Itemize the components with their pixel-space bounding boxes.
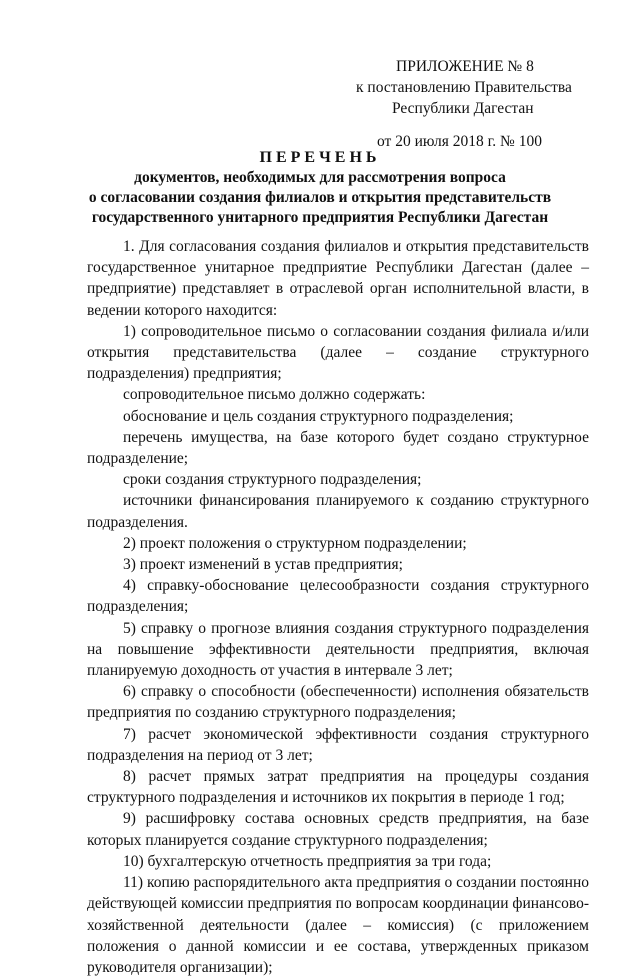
paragraph: 7) расчет экономической эффективности создания структурного подразделения на период от 3 лет; [87, 725, 589, 764]
document-heading [0, 148, 640, 228]
paragraph: перечень имущества, на базе которого будет создано структурное подразделение; [87, 428, 589, 468]
paragraph: 1. Для согласования создания филиалов и открытия представительств государственное унитарное предприятие Республики Дагестан (далее – предприятие) представляет в отраслевой орган исполнительной власти, в ведении которого находится: [87, 238, 589, 319]
paragraph: сопроводительное письмо должно содержать: [123, 386, 426, 404]
appendix-date: от 20 июля 2018 г. № 100 [377, 133, 542, 150]
paragraph: источники финансирования планируемого к созданию структурного подразделения. [87, 492, 589, 531]
paragraph: 2) проект положения о структурном подразделении; [123, 534, 467, 552]
paragraph: 10) бухгалтерскую отчетность предприятия за три года; [123, 852, 492, 870]
paragraph: 11) копию распорядительного акта предприятия о создании постоянно действующей комиссии предприятия по вопросам координации финансово-хозяйственной деятельности (далее – комиссия) (с приложением положения о данной комиссии и ее состава, утвержденных приказом руководителя организации); [87, 874, 589, 976]
appendix-block [352, 56, 612, 152]
paragraph: 4) справку-обоснование целесообразности создания структурного подразделения; [87, 577, 589, 616]
heading-line-1: документов, необходимых для рассмотрения вопроса [134, 169, 506, 186]
paragraph: 1) сопроводительное письмо о согласовании создания филиала и/или открытия представительства (далее – создание структурного подразделения) предприятия; [87, 322, 589, 383]
appendix-line-1: к постановлению Правительства [356, 79, 572, 96]
paragraph: 8) расчет прямых затрат предприятия на процедуры создания структурного подразделения и источников их покрытия в периоде 1 год; [87, 768, 589, 807]
paragraph: 5) справку о прогнозе влияния создания структурного подразделения на повышение эффективности деятельности предприятия, включая планируемую доходность от участия в интервале 3 лет; [87, 619, 589, 680]
appendix-title: ПРИЛОЖЕНИЕ № 8 [396, 58, 534, 75]
paragraph: 6) справку о способности (обеспеченности) исполнения обязательств предприятия по созданию структурного подразделения; [87, 683, 589, 722]
paragraph: сроки создания структурного подразделения; [123, 471, 422, 489]
heading-line-2: о согласовании создания филиалов и открытия представительств [88, 189, 552, 206]
paragraph: обоснование и цель создания структурного подразделения; [123, 407, 514, 425]
heading-title: ПЕРЕЧЕНЬ [259, 149, 381, 166]
heading-line-3: государственного унитарного предприятия Республики Дагестан [91, 209, 549, 226]
paragraph: 3) проект изменений в устав предприятия; [123, 556, 403, 574]
appendix-line-2: Республики Дагестан [392, 100, 534, 117]
paragraph: 9) расшифровку состава основных средств предприятия, на базе которых планируется создание структурного подразделения; [87, 810, 589, 849]
document-body [87, 236, 589, 978]
